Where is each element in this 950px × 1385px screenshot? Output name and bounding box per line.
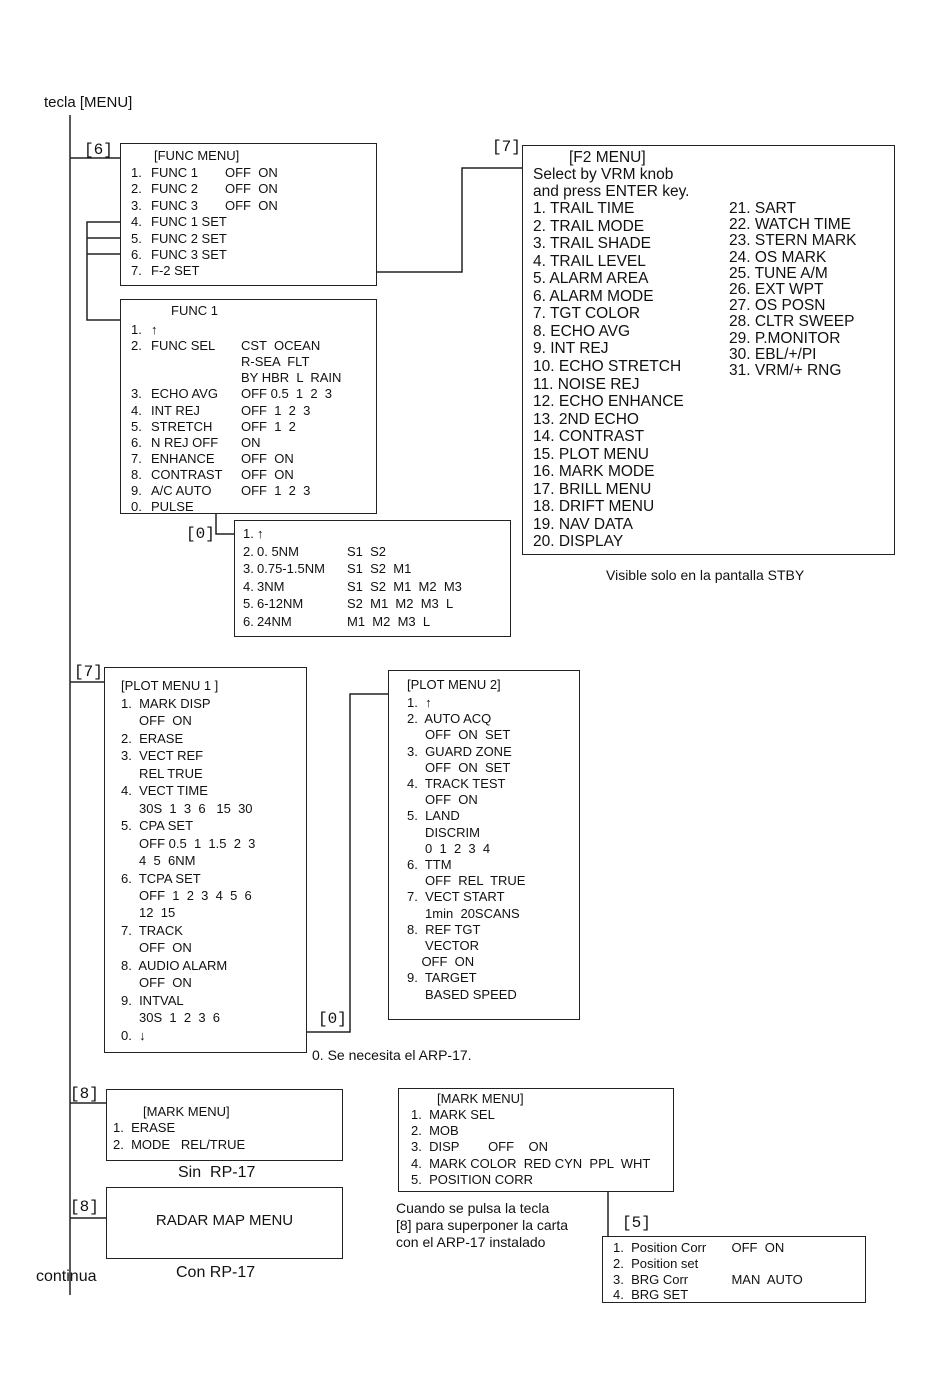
item-options: OFF ON: [241, 450, 294, 466]
plot-menu-2-line: 1min 20SCANS: [407, 905, 520, 921]
f2-menu-item: 23. STERN MARK: [729, 232, 857, 250]
item-options: CST OCEAN: [241, 338, 321, 354]
f2-menu-item: 5. ALARM AREA: [533, 270, 649, 288]
f2-menu-item: 10. ECHO STRETCH: [533, 357, 682, 375]
f2-menu-item: 25. TUNE A/M: [729, 264, 828, 282]
menu-item: F-2 SET: [151, 263, 200, 279]
plot-menu-1-title: [PLOT MENU 1 ]: [121, 678, 219, 693]
mark-menu-arp-line: 3. DISP OFF ON: [411, 1139, 549, 1155]
plot-menu-2-title: [PLOT MENU 2]: [407, 677, 501, 692]
key-label-8-mark: [8]: [70, 1085, 99, 1103]
f2-menu-item: 21. SART: [729, 200, 796, 217]
f2-menu-item: 1. TRAIL TIME: [533, 200, 635, 217]
plot-menu-1-box: [104, 667, 307, 1053]
menu-item: N REJ OFF: [151, 434, 219, 450]
f2-menu-item: 8. ECHO AVG: [533, 322, 631, 340]
item-number: 3.: [243, 561, 254, 576]
item-options: OFF ON: [225, 197, 278, 213]
plot-menu-2-line: 8. REF TGT: [407, 921, 481, 937]
plot-menu-2-line: 1. ↑: [407, 695, 432, 710]
item-number: 0.: [131, 499, 142, 515]
f2-menu-item: 3. TRAIL SHADE: [533, 235, 652, 253]
arp17-note: 0. Se necesita el ARP-17.: [312, 1047, 472, 1063]
plot-menu-2-line: BASED SPEED: [407, 986, 517, 1002]
f2-menu-item: 30. EBL/+/PI: [729, 345, 817, 363]
mark-menu-box: [106, 1089, 343, 1161]
item-options: OFF ON: [225, 165, 278, 180]
f2-menu-item: 11. NOISE REJ: [533, 375, 640, 393]
item-number: 7.: [131, 263, 142, 279]
key-label-6: [6]: [84, 141, 113, 159]
plot-menu-1-line: 8. AUDIO ALARM: [121, 957, 228, 973]
item-number: 6.: [131, 434, 142, 450]
plot-menu-2-line: 3. GUARD ZONE: [407, 743, 512, 759]
f2-menu-item: 24. OS MARK: [729, 248, 827, 266]
f2-menu-item: 7. TGT COLOR: [533, 305, 641, 323]
position-corr-line: 3. BRG Corr MAN AUTO: [613, 1271, 803, 1287]
plot-menu-1-line: 6. TCPA SET: [121, 870, 201, 886]
func-menu-title: [FUNC MENU]: [154, 148, 240, 163]
menu-item: FUNC SEL: [151, 338, 216, 354]
f2-instruction-line2: and press ENTER key.: [533, 183, 690, 200]
f2-menu-item: 29. P.MONITOR: [729, 329, 841, 347]
f2-menu-item: 12. ECHO ENHANCE: [533, 393, 684, 411]
item-number: 4.: [243, 578, 254, 594]
plot-menu-2-line: OFF ON: [407, 954, 475, 970]
plot-menu-1-line: 4 5 6NM: [121, 853, 196, 869]
menu-item: A/C AUTO: [151, 483, 212, 498]
menu-item: FUNC 2 SET: [151, 230, 227, 246]
plot-menu-1-line: 1. MARK DISP: [121, 696, 211, 711]
chart-overlay-note: Cuando se pulsa la tecla [8] para superponer la carta con el ARP-17 instalado: [396, 1200, 568, 1250]
item-number: 6.: [243, 613, 254, 629]
item-options: S2 M1 M2 M3 L: [347, 596, 454, 611]
item-options: OFF ON: [241, 466, 294, 482]
mark-menu-line: 2. MODE REL/TRUE: [113, 1136, 246, 1152]
plot-menu-1-line: 30S 1 2 3 6: [121, 1010, 221, 1026]
mark-menu-arp-line: 1. MARK SEL: [411, 1107, 495, 1122]
plot-menu-1-line: OFF ON: [121, 940, 192, 956]
f2-menu-item: 31. VRM/+ RNG: [729, 362, 842, 379]
menu-item: ↑: [257, 526, 264, 541]
radar-map-menu-box: [106, 1187, 343, 1259]
f2-menu-item: 22. WATCH TIME: [729, 216, 852, 234]
menu-item: 0.75-1.5NM: [257, 561, 325, 576]
plot-menu-1-line: 30S 1 3 6 15 30: [121, 800, 253, 816]
key-label-0-pulse: [0]: [186, 525, 215, 543]
f2-menu-item: 13. 2ND ECHO: [533, 410, 639, 428]
plot-menu-2-line: 5. LAND: [407, 808, 460, 824]
menu-item: ECHO AVG: [151, 386, 218, 402]
item-number: 2.: [131, 338, 142, 354]
plot-menu-1-line: 3. VECT REF: [121, 748, 204, 764]
item-options: M1 M2 M3 L: [347, 613, 431, 629]
f2-stby-note: Visible solo en la pantalla STBY: [606, 567, 805, 583]
menu-item: 6-12NM: [257, 596, 304, 611]
func1-title: FUNC 1: [171, 303, 218, 318]
item-number: 5.: [243, 596, 254, 611]
item-number: 1.: [243, 526, 254, 541]
f2-menu-item: 9. INT REJ: [533, 340, 609, 358]
item-options: OFF ON: [225, 181, 278, 197]
item-options: OFF 1 2 3: [241, 483, 311, 498]
mark-menu-title: [MARK MENU]: [143, 1104, 230, 1119]
key-label-0-plot: [0]: [318, 1010, 347, 1028]
plot-menu-2-line: OFF ON SET: [407, 759, 511, 775]
item-number: 4.: [131, 214, 142, 230]
plot-menu-2-line: OFF ON SET: [407, 727, 511, 743]
f2-menu-item: 14. CONTRAST: [533, 428, 645, 446]
plot-menu-2-line: 0 1 2 3 4: [407, 840, 491, 856]
f2-menu-item: 26. EXT WPT: [729, 281, 824, 298]
menu-item: 0. 5NM: [257, 543, 299, 559]
item-number: 9.: [131, 483, 142, 498]
item-options: OFF 1 2 3: [241, 402, 311, 418]
menu-item: FUNC 3 SET: [151, 247, 227, 262]
menu-item: ↑: [151, 322, 158, 337]
item-number: 4.: [131, 402, 142, 418]
plot-menu-2-box: [388, 670, 580, 1020]
menu-item: INT REJ: [151, 402, 200, 418]
f2-menu-item: 16. MARK MODE: [533, 463, 655, 481]
plot-menu-1-line: OFF 1 2 3 4 5 6: [121, 887, 252, 903]
f2-menu-item: 6. ALARM MODE: [533, 287, 654, 305]
menu-item: ENHANCE: [151, 450, 215, 466]
item-number: 5.: [131, 230, 142, 246]
plot-menu-1-line: 5. CPA SET: [121, 818, 194, 834]
radar-map-menu-title: RADAR MAP MENU: [155, 1212, 294, 1229]
func-menu-box: [120, 143, 377, 286]
plot-menu-2-line: 7. VECT START: [407, 889, 505, 905]
key-label-8-radar: [8]: [70, 1198, 99, 1216]
item-number: 8.: [131, 466, 142, 482]
plot-menu-1-line: 7. TRACK: [121, 922, 183, 938]
plot-menu-2-line: DISCRIM: [407, 824, 480, 840]
plot-menu-2-line: VECTOR: [407, 938, 479, 953]
item-number: 6.: [131, 247, 142, 262]
plot-menu-2-line: 4. TRACK TEST: [407, 776, 506, 791]
plot-menu-2-line: 9. TARGET: [407, 970, 477, 986]
plot-menu-1-line: 0. ↓: [121, 1027, 146, 1043]
f2-menu-item: 20. DISPLAY: [533, 533, 624, 551]
f2-menu-item: 27. OS POSN: [729, 297, 826, 315]
menu-item: FUNC 1 SET: [151, 214, 227, 230]
f2-menu-item: 19. NAV DATA: [533, 515, 633, 533]
plot-menu-1-line: REL TRUE: [121, 765, 203, 781]
plot-menu-1-line: OFF ON: [121, 713, 192, 729]
item-number: 5.: [131, 418, 142, 434]
position-corr-line: 2. Position set: [613, 1255, 699, 1271]
item-options: S1 S2 M1 M2 M3: [347, 578, 462, 594]
f2-menu-title: [F2 MENU]: [569, 149, 646, 166]
item-number: 3.: [131, 386, 142, 402]
mark-menu-arp-line: 4. MARK COLOR RED CYN PPL WHT: [411, 1155, 651, 1171]
f2-menu-item: 17. BRILL MENU: [533, 480, 652, 498]
item-number: 2.: [131, 181, 142, 197]
plot-menu-2-line: OFF ON: [407, 792, 478, 808]
item-options: R-SEA FLT: [241, 354, 310, 370]
item-options: ON: [241, 434, 261, 450]
position-corr-box: [602, 1236, 866, 1303]
menu-item: STRETCH: [151, 418, 213, 434]
item-number: 3.: [131, 197, 142, 213]
menu-item: CONTRAST: [151, 466, 223, 482]
menu-item: PULSE: [151, 499, 194, 515]
menu-item: 3NM: [257, 578, 285, 594]
plot-menu-1-line: 2. ERASE: [121, 730, 184, 746]
plot-menu-1-line: OFF ON: [121, 975, 192, 991]
item-number: 7.: [131, 450, 142, 466]
key-label-5: [5]: [622, 1214, 651, 1232]
menu-item: FUNC 1: [151, 165, 198, 180]
item-options: S1 S2: [347, 543, 387, 559]
mark-menu-arp-title: [MARK MENU]: [437, 1091, 524, 1106]
item-number: 1.: [131, 165, 142, 180]
f2-menu-item: 4. TRAIL LEVEL: [533, 252, 646, 270]
mark-menu-arp-line: 5. POSITION CORR: [411, 1171, 534, 1187]
plot-menu-2-line: 6. TTM: [407, 857, 452, 872]
start-label: tecla [MENU]: [44, 94, 133, 111]
item-options: S1 S2 M1: [347, 561, 412, 576]
f2-instruction-line1: Select by VRM knob: [533, 166, 674, 183]
end-label: continua: [36, 1268, 97, 1285]
f2-menu-item: 2. TRAIL MODE: [533, 217, 645, 235]
f2-menu-item: 18. DRIFT MENU: [533, 498, 655, 516]
plot-menu-2-line: 2. AUTO ACQ: [407, 711, 492, 727]
mark-menu-arp-box: [398, 1088, 674, 1192]
func1-box: [120, 299, 377, 514]
item-options: BY HBR L RAIN: [241, 370, 342, 386]
position-corr-line: 4. BRG SET: [613, 1287, 689, 1303]
mark-menu-line: 1. ERASE: [113, 1120, 176, 1135]
key-label-7-f2: [7]: [492, 138, 521, 156]
plot-menu-1-line: 9. INTVAL: [121, 992, 184, 1008]
f2-menu-item: 15. PLOT MENU: [533, 445, 650, 463]
plot-menu-2-line: OFF REL TRUE: [407, 873, 526, 889]
mark-menu-caption: Sin RP-17: [178, 1164, 256, 1181]
item-options: OFF 1 2: [241, 418, 296, 434]
plot-menu-1-line: OFF 0.5 1 1.5 2 3: [121, 835, 256, 851]
item-options: OFF 0.5 1 2 3: [241, 386, 333, 402]
pulse-box: [234, 520, 511, 637]
menu-item: FUNC 2: [151, 181, 198, 197]
menu-item: 24NM: [257, 613, 292, 629]
f2-menu-item: 28. CLTR SWEEP: [729, 313, 855, 331]
menu-item: FUNC 3: [151, 197, 198, 213]
plot-menu-1-line: 4. VECT TIME: [121, 783, 208, 799]
item-number: 2.: [243, 543, 254, 559]
key-label-7-plot: [7]: [74, 663, 103, 681]
mark-menu-arp-line: 2. MOB: [411, 1123, 459, 1139]
plot-menu-1-line: 12 15: [121, 905, 176, 921]
position-corr-line: 1. Position Corr OFF ON: [613, 1240, 785, 1255]
radar-map-caption: Con RP-17: [176, 1264, 256, 1281]
item-number: 1.: [131, 322, 142, 337]
f2-menu-box: [522, 145, 895, 555]
